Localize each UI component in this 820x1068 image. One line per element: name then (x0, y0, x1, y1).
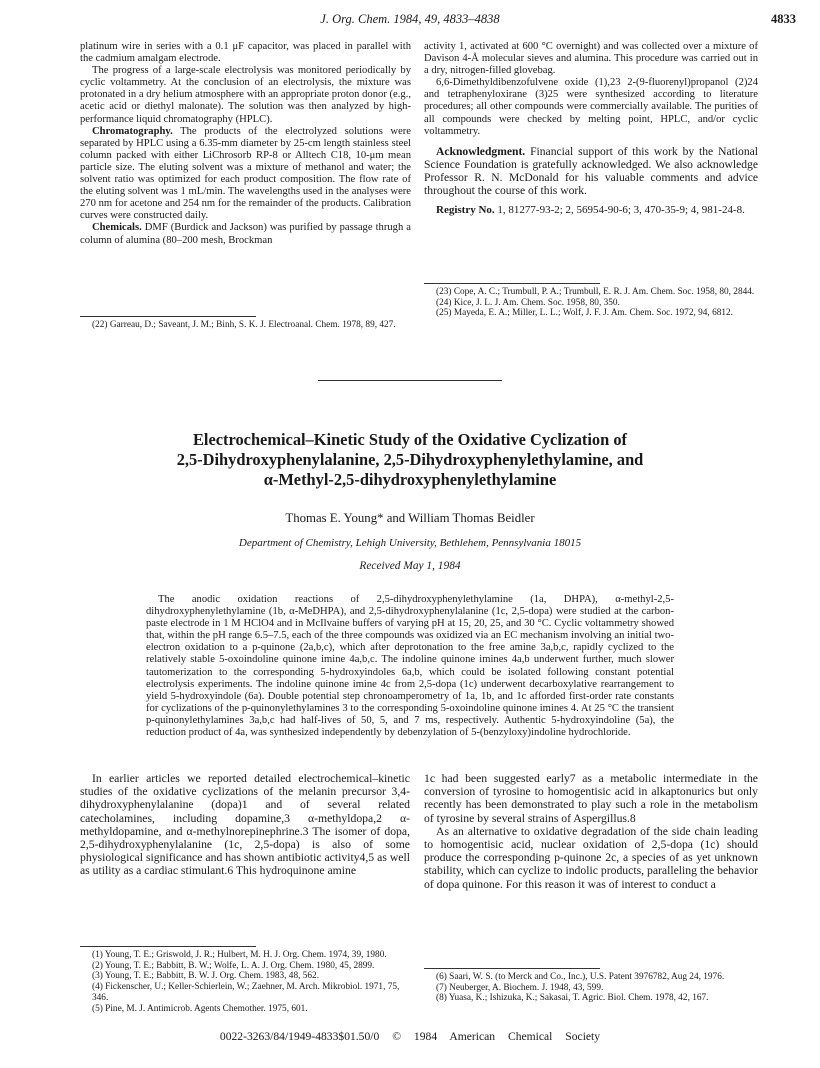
footnote: (2) Young, T. E.; Babbitt, B. W.; Wolfe, L. A. J. Org. Chem. 1980, 45, 2899. (92, 960, 375, 971)
footnotes-bottom-left (80, 950, 411, 1014)
footnote-rule (80, 946, 256, 947)
footnotes-top-left (80, 320, 411, 331)
footnote: (5) Pine, M. J. Antimicrob. Agents Chemother. 1975, 601. (92, 1003, 308, 1014)
abstract: The anodic oxidation reactions of 2,5-dihydroxyphenylethylamine (1a, DHPA), α-methyl-2,5-dihydroxyphenylethylamine (1b, α-MeDHPA), and 2,5-dihydroxyphenylalanine (1c, 2,5-dopa) were studied at the carbon-paste electrode in 1 M HClO4 and in McIlvaine buffers of varying pH at 15, 20, 25, and 30 °C. Cyclic voltammetry showed that, within the pH range 6.5–7.5, each of the three compounds was oxidized via an EC mechanism involving an initial two-electron oxidation to a p-quinone (2a,b,c), which after deprotonation to the free amine 3a,b,c, rapidly cyclized to the relatively stable 5-oxoindoline quinone imine 4a,b,c. The indoline quinone imines 4a,b underwent further, much slower tautomerization to the corresponding 5-hydroxyindoles 6a,b, which could be isolated following constant potential electrolysis experiments. The indoline quinone imine 4c from 2,5-dopa (1c) underwent decarboxylative rearrangement to yield 5-hydroxyindole (6a). Double potential step chronoamperometry of 1a, 1b, and 1c afforded first-order rate constants for cyclizations of the p-quinonylethylamines 3 to the corresponding 5-oxoindoline quinone imines 4. At 25 °C the transient p-quinonylethylamines 3a,b,c had half-lives of 50, 5, and 7 ms, respectively. Authentic 5-hydroxyindoline (5a), the reduction product of 4a, was synthesized independently by debenzylation of 5-(benzyloxy)indoline hydrochloride. (146, 594, 674, 739)
running-head: J. Org. Chem. 1984, 49, 4833–4838 (320, 12, 500, 26)
footnote: (4) Fickenscher, U.; Keller-Schierlein, W.; Zaehner, M. Arch. Mikrobiol. 1971, 75, 346. (92, 982, 400, 1003)
section-head: Chromatography. (92, 125, 173, 137)
paragraph: 1c had been suggested early7 as a metabolic intermediate in the conversion of tyrosine to homogentisic acid in alkaptonurics but only recently has been demonstrated to play such a role in the metabolism of tyrosine by several strains of Aspergillus.8 (424, 772, 758, 825)
footnote-rule (424, 968, 600, 969)
paragraph (80, 126, 411, 223)
footnotes-top-right (424, 287, 758, 319)
footnote: (7) Neuberger, A. Biochem. J. 1948, 43, 599. (436, 982, 604, 993)
paragraph: The progress of a large-scale electrolysis was monitored periodically by cyclic voltammetry. At the conclusion of an electrolysis, the mixture was protonated in a dry helium atmosphere with an appropriate proton donor (e.g., acetic acid or diethyl malonate). The solution was then analyzed by high-performance liquid chromatography (HPLC). (80, 65, 411, 125)
title-line: 2,5-Dihydroxyphenylalanine, 2,5-Dihydroxyphenylethylamine, and (176, 450, 644, 469)
page-footer (0, 1030, 820, 1043)
section-head: Chemicals. (92, 222, 142, 234)
copyright: © 1984 American Chemical Society (392, 1030, 601, 1043)
paragraph-text: DMF (Burdick and Jackson) was purified by passage thrugh a column of alumina (80–200 mesh, Brockman (80, 222, 411, 246)
paragraph: activity 1, activated at 600 °C overnight) and was collected over a mixture of Davison 4-Å molecular sieves and alumina. This procedure was carried out in a dry, nitrogen-filled glovebag. (424, 41, 758, 77)
footnote: (1) Young, T. E.; Griswold, J. R.; Hulbert, M. H. J. Org. Chem. 1974, 39, 1980. (92, 950, 387, 960)
footnote: (23) Cope, A. C.; Trumbull, P. A.; Trumbull, E. R. J. Am. Chem. Soc. 1958, 80, 2844. (436, 287, 755, 297)
paragraph: In earlier articles we reported detailed electrochemical–kinetic studies of the oxidative cyclizations of the melanin precursor 3,4-dihydroxyphenylalanine (dopa)1 and of several related catecholamines, including dopamine,3 α-methyldopa,2 α-methyldopamine, and α-methylnorepinephrine.3 The isomer of dopa, 2,5-dihydroxyphenylalanine (1c, 2,5-dopa) is also of some physiological significance and has shown antibiotic activity4,5 as well as utility as a cardiac stimulant.6 This hydroquinone amine (80, 772, 410, 878)
footnote: (8) Yuasa, K.; Ishizuka, K.; Sakasai, T. Agric. Biol. Chem. 1978, 42, 167. (436, 993, 709, 1004)
journal-code: 0022-3263/84/1949-4833$01.50/0 (219, 1030, 380, 1043)
paragraph-text: Financial support of this work by the National Science Foundation is gratefully acknowledged. We also acknowledge Professor R. N. McDonald for his valuable comments and advice throughout the course of this work. (424, 144, 758, 198)
footnote-rule (80, 316, 256, 317)
footnote: (22) Garreau, D.; Saveant, J. M.; Binh, S. K. J. Electroanal. Chem. 1978, 89, 427. (92, 320, 396, 330)
section-head: Registry No. (436, 203, 495, 216)
paragraph: platinum wire in series with a 0.1 μF capacitor, was placed in parallel with the cadmium amalgam electrode. (80, 41, 411, 65)
body-left-column (80, 772, 410, 878)
paragraph-text: The products of the electrolyzed solutions were separated by HPLC using a 6.35-mm diameter by 25-cm length stainless steel column packed with either LiChrosorb RP-8 or Alltech C18, 10-μm mean particle size. The eluting solvent was a mixture of methanol and water; the solvent ratio was optimized for each product composition. The flow rate of the eluting solvent was 1 mL/min. The wavelengths used in the analyses were 270 nm for acetone and 254 nm for the remainder of the products. Calibration curves were constructed daily. (80, 125, 411, 222)
section-head: Acknowledgment. (436, 144, 526, 158)
paragraph: As an alternative to oxidative degradation of the side chain leading to homogentisic acid, nuclear oxidation of 2,5-dopa (1c) should produce the corresponding p-quinone 2c, a species of as yet unknown stability, which can cyclize to indolic products, paralleling the behavior of dopa quinone. For this reason it was of interest to conduct a (424, 824, 758, 891)
acknowledgment (424, 145, 758, 198)
registry-numbers (424, 204, 758, 217)
received-date: Received May 1, 1984 (359, 560, 461, 572)
title-line: Electrochemical–Kinetic Study of the Oxidative Cyclization of (193, 430, 627, 449)
footnotes-bottom-right (424, 972, 758, 1004)
paragraph-text: 1, 81277-93-2; 2, 56954-90-6; 3, 470-35-9; 4, 981-24-8. (494, 203, 745, 216)
paragraph (80, 222, 411, 246)
paragraph: 6,6-Dimethyldibenzofulvene oxide (1),23 2-(9-fluorenyl)propanol (2)24 and tetraphenyloxirane (3)25 were synthesized according to literature procedures; all other compounds were commercially available. The purities of all compounds were checked by melting point, HPLC, and/or cyclic voltammetry. (424, 77, 758, 137)
article-title (80, 430, 740, 490)
footnote: (25) Mayeda, E. A.; Miller, L. L.; Wolf, J. F. J. Am. Chem. Soc. 1972, 94, 6812. (436, 308, 733, 319)
page-number: 4833 (771, 12, 796, 26)
preceding-article-right-column (424, 41, 758, 216)
footnote: (24) Kice, J. L. J. Am. Chem. Soc. 1958, 80, 350. (436, 297, 620, 308)
article-separator (318, 380, 502, 381)
footnote-rule (424, 283, 600, 284)
preceding-article-left-column (80, 41, 411, 247)
footnote: (6) Saari, W. S. (to Merck and Co., Inc.), U.S. Patent 3976782, Aug 24, 1976. (436, 972, 725, 982)
title-line: α-Methyl-2,5-dihydroxyphenylethylamine (263, 470, 557, 489)
body-right-column (424, 772, 758, 891)
affiliation: Department of Chemistry, Lehigh University, Bethlehem, Pennsylvania 18015 (238, 537, 582, 549)
footnote: (3) Young, T. E.; Babbitt, B. W. J. Org. Chem. 1983, 48, 562. (92, 971, 320, 982)
authors: Thomas E. Young* and William Thomas Beidler (285, 511, 535, 525)
